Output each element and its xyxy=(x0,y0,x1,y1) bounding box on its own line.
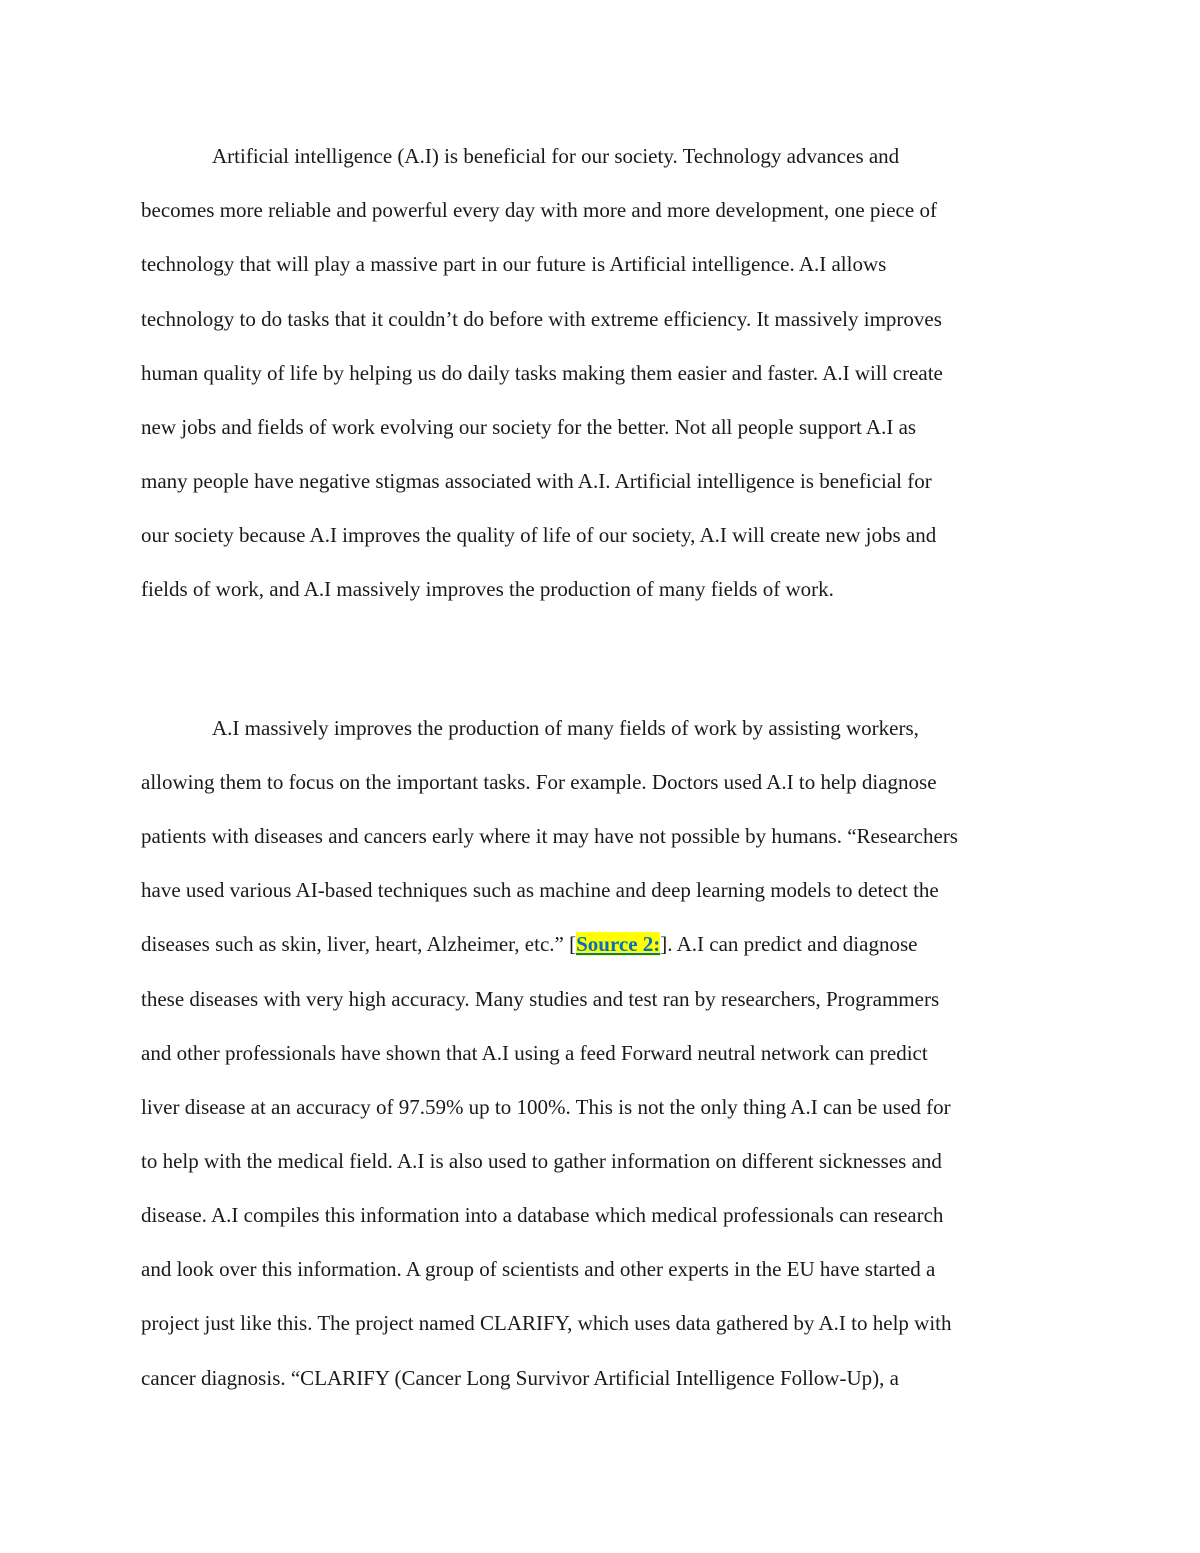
paragraph-1-line-6: new jobs and fields of work evolving our society for the better. Not all people support A.I as xyxy=(141,415,917,439)
paragraph-1-line-7: many people have negative stigmas associated with A.I. Artificial intelligence is beneficial for xyxy=(141,469,932,493)
paragraph-2-line-12: project just like this. The project named CLARIFY, which uses data gathered by A.I to help with xyxy=(141,1311,952,1335)
paragraph-2-line-10: disease. A.I compiles this information into a database which medical professionals can research xyxy=(141,1203,944,1227)
paragraph-1-line-2: becomes more reliable and powerful every day with more and more development, one piece of xyxy=(141,198,937,222)
paragraph-2-line-2: allowing them to focus on the important tasks. For example. Doctors used A.I to help diagnose xyxy=(141,770,937,794)
paragraph-2-line-7: and other professionals have shown that A.I using a feed Forward neutral network can predict xyxy=(141,1041,928,1065)
paragraph-1-line-8: our society because A.I improves the quality of life of our society, A.I will create new jobs and xyxy=(141,523,937,547)
paragraph-2-line-6: these diseases with very high accuracy. Many studies and test ran by researchers, Programmers xyxy=(141,987,940,1011)
paragraph-2-line-4: have used various AI-based techniques such as machine and deep learning models to detect the xyxy=(141,878,939,902)
paragraph-2-line-8: liver disease at an accuracy of 97.59% up to 100%. This is not the only thing A.I can be used for xyxy=(141,1095,951,1119)
paragraph-2-line-9: to help with the medical field. A.I is also used to gather information on different sicknesses and xyxy=(141,1149,942,1173)
citation-line xyxy=(141,930,917,958)
paragraph-1-line-4: technology to do tasks that it couldn’t do before with extreme efficiency. It massively improves xyxy=(141,307,942,331)
paragraph-2-line-3: patients with diseases and cancers early where it may have not possible by humans. “Researchers xyxy=(141,824,958,848)
citation-text-before: diseases such as skin, liver, heart, Alzheimer, etc.” [ xyxy=(141,932,577,956)
paragraph-2-line-1: A.I massively improves the production of many fields of work by assisting workers, xyxy=(212,716,919,740)
paragraph-1-line-5: human quality of life by helping us do daily tasks making them easier and faster. A.I will create xyxy=(141,361,943,385)
paragraph-1-line-9: fields of work, and A.I massively improves the production of many fields of work. xyxy=(141,577,834,601)
citation-text-after: ]. A.I can predict and diagnose xyxy=(660,932,918,956)
source-2-link[interactable]: Source 2: xyxy=(576,932,661,956)
paragraph-1-line-3: technology that will play a massive part in our future is Artificial intelligence. A.I allows xyxy=(141,252,887,276)
paragraph-2-line-13: cancer diagnosis. “CLARIFY (Cancer Long Survivor Artificial Intelligence Follow-Up), a xyxy=(141,1366,899,1390)
paragraph-1-line-1: Artificial intelligence (A.I) is beneficial for our society. Technology advances and xyxy=(212,144,900,168)
paragraph-2-line-11: and look over this information. A group of scientists and other experts in the EU have started a xyxy=(141,1257,936,1281)
